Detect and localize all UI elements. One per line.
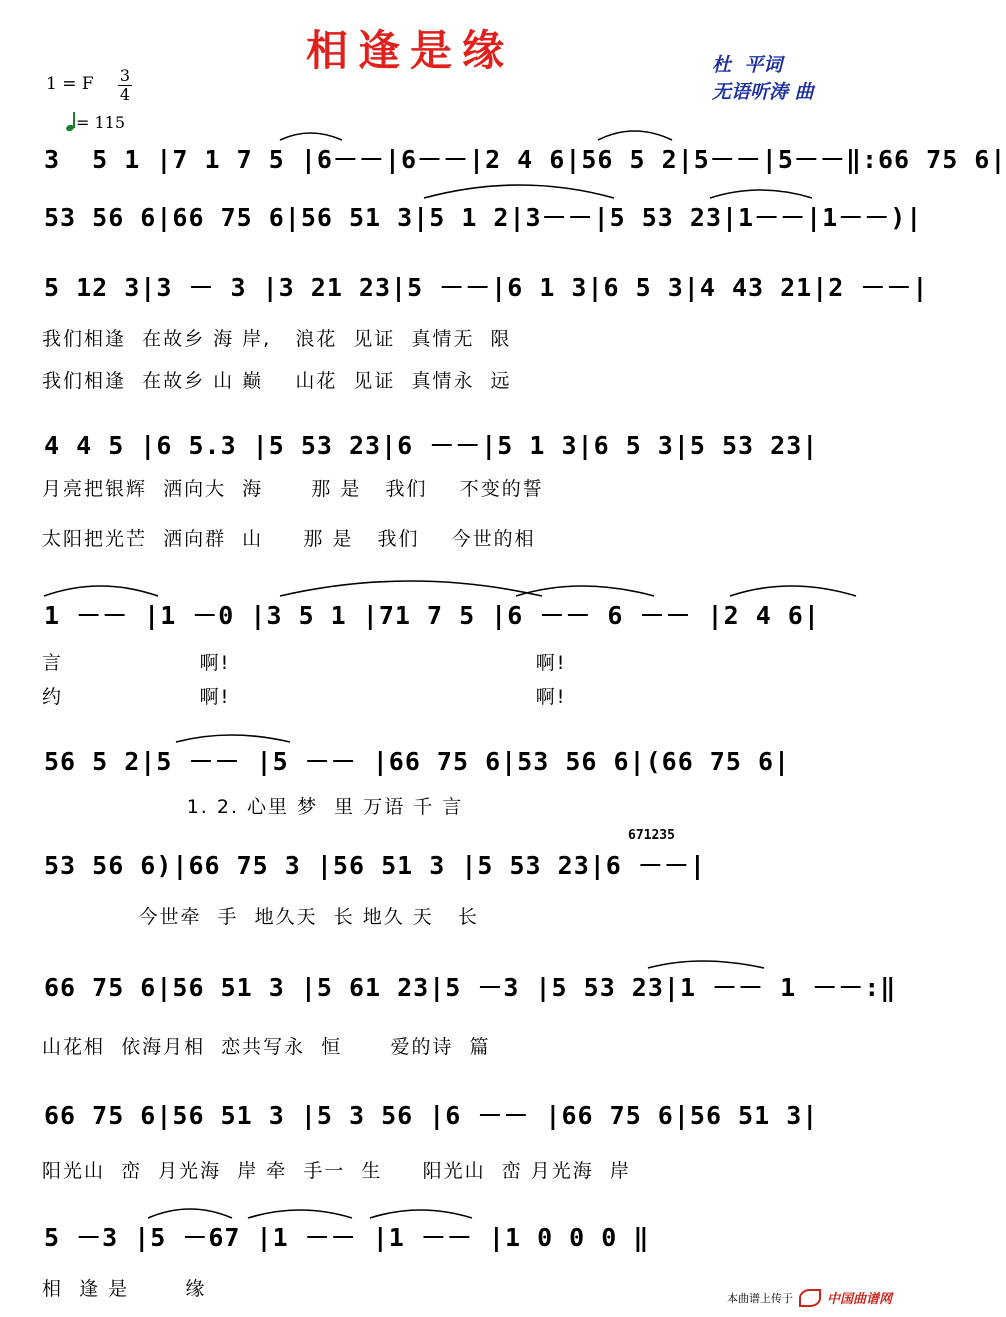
notation-line-2: 53 56 6|66 75 6|56 51 3|5 1 2|3－－|5 53 23|1－－|1－－)|	[44, 203, 923, 232]
upload-note: 本曲谱上传于	[726, 1291, 793, 1305]
song-title: 相逢是缘	[305, 26, 514, 75]
site-logo-icon	[799, 1289, 821, 1307]
footer	[727, 1288, 892, 1307]
notation-line-10: 5 －3 |5 －67 |1 －－ |1 －－ |1 0 0 0 ‖	[44, 1223, 650, 1252]
lyric-line-8: 山花相 依海月相 恋共写永 恒 爱的诗 篇	[42, 1036, 491, 1058]
lyric-line-7: 今世牵 手 地久天 长 地久 天 长	[42, 906, 479, 928]
slur-arc	[248, 1210, 352, 1218]
time-signature-top: 3	[119, 66, 131, 85]
ornament-grace-notes: 671235	[628, 828, 675, 843]
slur-arc	[730, 586, 856, 596]
key-signature: 1 = F	[46, 74, 94, 94]
lyric-line-3-verse-1: 我们相逢 在故乡 海 岸, 浪花 见证 真情无 限	[42, 328, 512, 350]
lyric-line-5-verse-1: 言 啊! 啊!	[42, 652, 567, 674]
tie-arc	[648, 961, 764, 968]
lyric-line-5-verse-2: 约 啊! 啊!	[42, 686, 567, 708]
lyric-line-3-verse-2: 我们相逢 在故乡 山 巅 山花 见证 真情永 远	[42, 370, 512, 392]
lyricist-credit: 杜 平词	[712, 54, 783, 76]
time-signature-bottom: 4	[119, 85, 131, 104]
site-name: 中国曲谱网	[826, 1292, 892, 1307]
slur-arc	[370, 1210, 472, 1218]
notation-line-5: 1 －－ |1 －0 |3 5 1 |71 7 5 |6 －－ 6 －－ |2 4 6|	[44, 601, 820, 630]
slur-arc	[280, 581, 542, 596]
lyric-line-4-verse-1: 月亮把银辉 洒向大 海 那 是 我们 不变的誓	[42, 478, 544, 500]
slur-arc	[148, 1209, 232, 1218]
tie-arc	[176, 735, 290, 742]
composer-credit: 无语听涛 曲	[712, 81, 814, 103]
notation-line-3: 5 12 3|3 － 3 |3 21 23|5 －－|6 1 3|6 5 3|4 43 21|2 －－|	[44, 273, 929, 302]
tie-arc	[44, 586, 158, 596]
notation-line-4: 4 4 5 |6 5.3 |5 53 23|6 －－|5 1 3|6 5 3|5 53 23|	[44, 431, 819, 460]
tie-arc	[280, 133, 342, 140]
tempo-value: = 115	[76, 113, 126, 132]
lyric-line-4-verse-2: 太阳把光芒 洒向群 山 那 是 我们 今世的相	[42, 528, 536, 550]
tie-arc	[710, 190, 812, 198]
notation-line-9: 66 75 6|56 51 3 |5 3 56 |6 －－ |66 75 6|56 51 3|	[44, 1101, 819, 1130]
notation-line-8: 66 75 6|56 51 3 |5 61 23|5 －3 |5 53 23|1 －－ 1 －－:‖	[44, 973, 897, 1002]
notation-line-6: 56 5 2|5 －－ |5 －－ |66 75 6|53 56 6|(66 75 6|	[44, 747, 791, 776]
tie-arc	[598, 131, 672, 140]
lyric-line-10: 相 逢 是 缘	[42, 1278, 207, 1300]
notation-line-7: 53 56 6)|66 75 3 |56 51 3 |5 53 23|6 －－|	[44, 851, 706, 880]
notation-line-1: 3 5 1 |7 1 7 5 |6－－|6－－|2 4 6|56 5 2|5－－|5－－‖:66 75 6|	[44, 145, 1006, 174]
lyric-line-9: 阳光山 峦 月光海 岸 牵 手一 生 阳光山 峦 月光海 岸	[42, 1160, 631, 1182]
lyric-line-6: 1. 2. 心里 梦 里 万语 千 言	[42, 796, 464, 818]
slur-arc	[424, 185, 614, 198]
